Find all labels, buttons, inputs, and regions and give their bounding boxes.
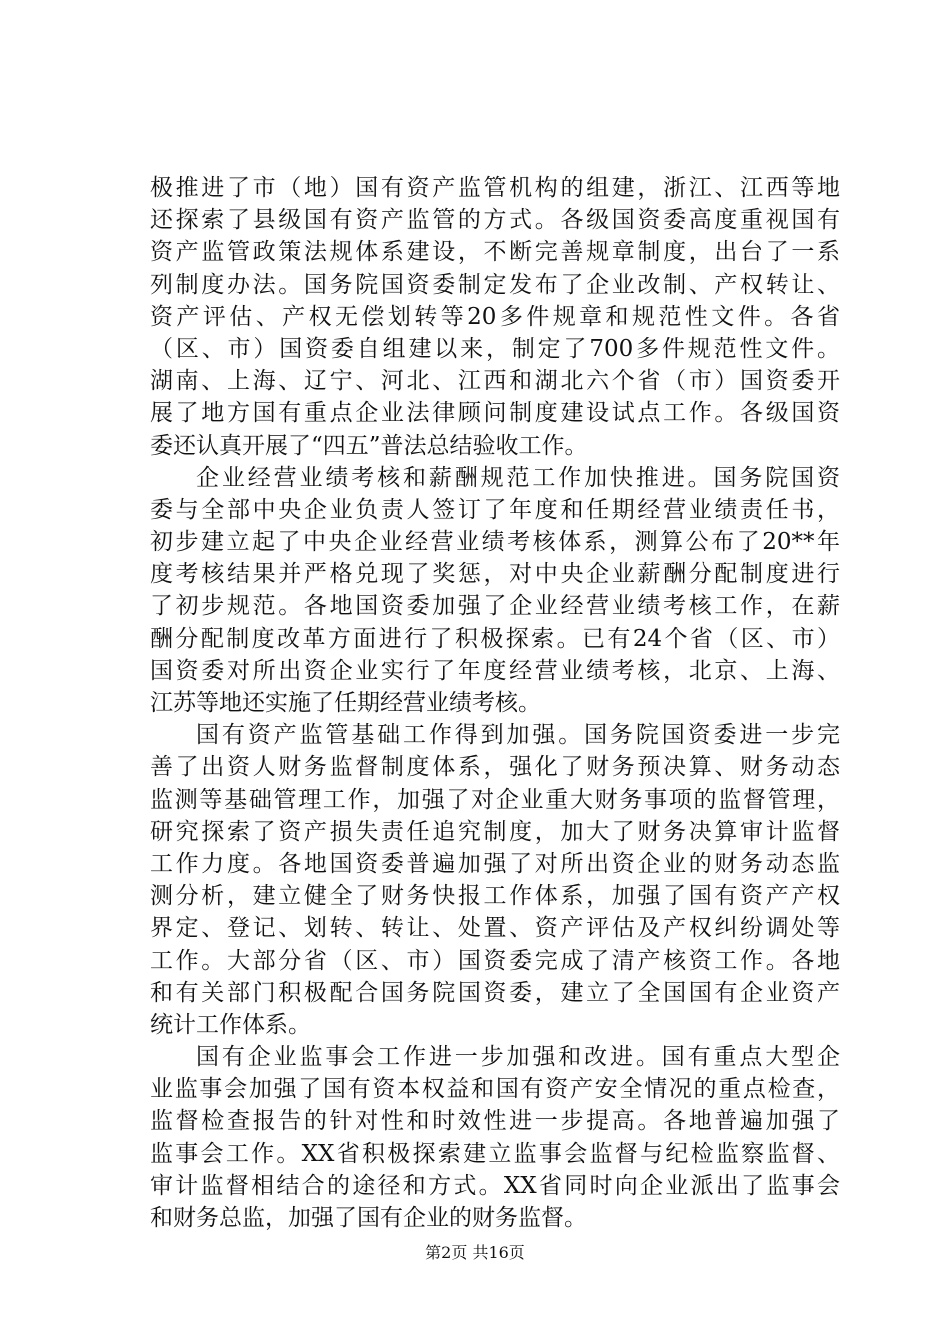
paragraph-line: 列制度办法。国务院国资委制定发布了企业改制、产权转让、 [150, 271, 840, 298]
paragraph-line: 监测等基础管理工作，加强了对企业重大财务事项的监督管理， [150, 786, 840, 813]
paragraph-first-line: 国有资产监管基础工作得到加强。国务院国资委进一步完 [196, 722, 840, 749]
paragraph-line: 还探索了县级国有资产监管的方式。各级国资委高度重视国有 [150, 207, 840, 234]
paragraph-line: 善了出资人财务监督制度体系，强化了财务预决算、财务动态 [150, 754, 840, 781]
paragraph-line: 资产评估、产权无偿划转等20多件规章和规范性文件。各省 [150, 303, 840, 330]
paragraph-line: 研究探索了资产损失责任追究制度，加大了财务决算审计监督 [150, 818, 840, 845]
paragraph-first-line: 国有企业监事会工作进一步加强和改进。国有重点大型企 [196, 1044, 840, 1071]
paragraph-line: 酬分配制度改革方面进行了积极探索。已有24个省（区、市） [150, 625, 840, 652]
paragraph-line: 业监事会加强了国有资本权益和国有资产安全情况的重点检查， [150, 1076, 840, 1103]
paragraph-line: 委还认真开展了“四五”普法总结验收工作。 [150, 432, 588, 459]
paragraph-line: 资产监管政策法规体系建设，不断完善规章制度，出台了一系 [150, 239, 840, 266]
paragraph-line: 度考核结果并严格兑现了奖惩，对中央企业薪酬分配制度进行 [150, 561, 840, 588]
body-text [150, 172, 840, 1234]
paragraph-line: 和财务总监，加强了国有企业的财务监督。 [150, 1205, 587, 1231]
paragraph-line: 委与全部中央企业负责人签订了年度和任期经营业绩责任书， [150, 496, 840, 523]
paragraph-first-line: 企业经营业绩考核和薪酬规范工作加快推进。国务院国资 [196, 464, 840, 491]
paragraph-line: 江苏等地还实施了任期经营业绩考核。 [150, 690, 541, 716]
paragraph-line: （区、市）国资委自组建以来，制定了700多件规范性文件。 [150, 335, 840, 362]
paragraph-line: 监事会工作。XX省积极探索建立监事会监督与纪检监察监督、 [150, 1140, 840, 1167]
paragraph-line: 湖南、上海、辽宁、河北、江西和湖北六个省（市）国资委开 [150, 368, 840, 395]
paragraph-line: 监督检查报告的针对性和时效性进一步提高。各地普遍加强了 [150, 1108, 840, 1135]
paragraph-line: 和有关部门积极配合国务院国资委，建立了全国国有企业资产 [150, 979, 840, 1006]
paragraph-line: 统计工作体系。 [150, 1011, 311, 1038]
paragraph-line: 了初步规范。各地国资委加强了企业经营业绩考核工作，在薪 [150, 593, 840, 620]
paragraph-line: 初步建立起了中央企业经营业绩考核体系，测算公布了20**年 [150, 529, 840, 556]
paragraph-line: 国资委对所出资企业实行了年度经营业绩考核，北京、上海、 [150, 657, 840, 684]
paragraph-line: 展了地方国有重点企业法律顾问制度建设试点工作。各级国资 [150, 400, 840, 427]
paragraph-line: 工作。大部分省（区、市）国资委完成了清产核资工作。各地 [150, 947, 840, 974]
paragraph-line: 测分析，建立健全了财务快报工作体系，加强了国有资产产权 [150, 883, 840, 910]
paragraph-line: 极推进了市（地）国有资产监管机构的组建，浙江、江西等地 [150, 175, 840, 201]
paragraph-line: 审计监督相结合的途径和方式。XX省同时向企业派出了监事会 [150, 1172, 840, 1199]
paragraph-line: 界定、登记、划转、转让、处置、资产评估及产权纠纷调处等 [150, 915, 840, 942]
page-number-footer: 第2页 共16页 [425, 1243, 525, 1262]
paragraph-line: 工作力度。各地国资委普遍加强了对所出资企业的财务动态监 [150, 850, 840, 877]
